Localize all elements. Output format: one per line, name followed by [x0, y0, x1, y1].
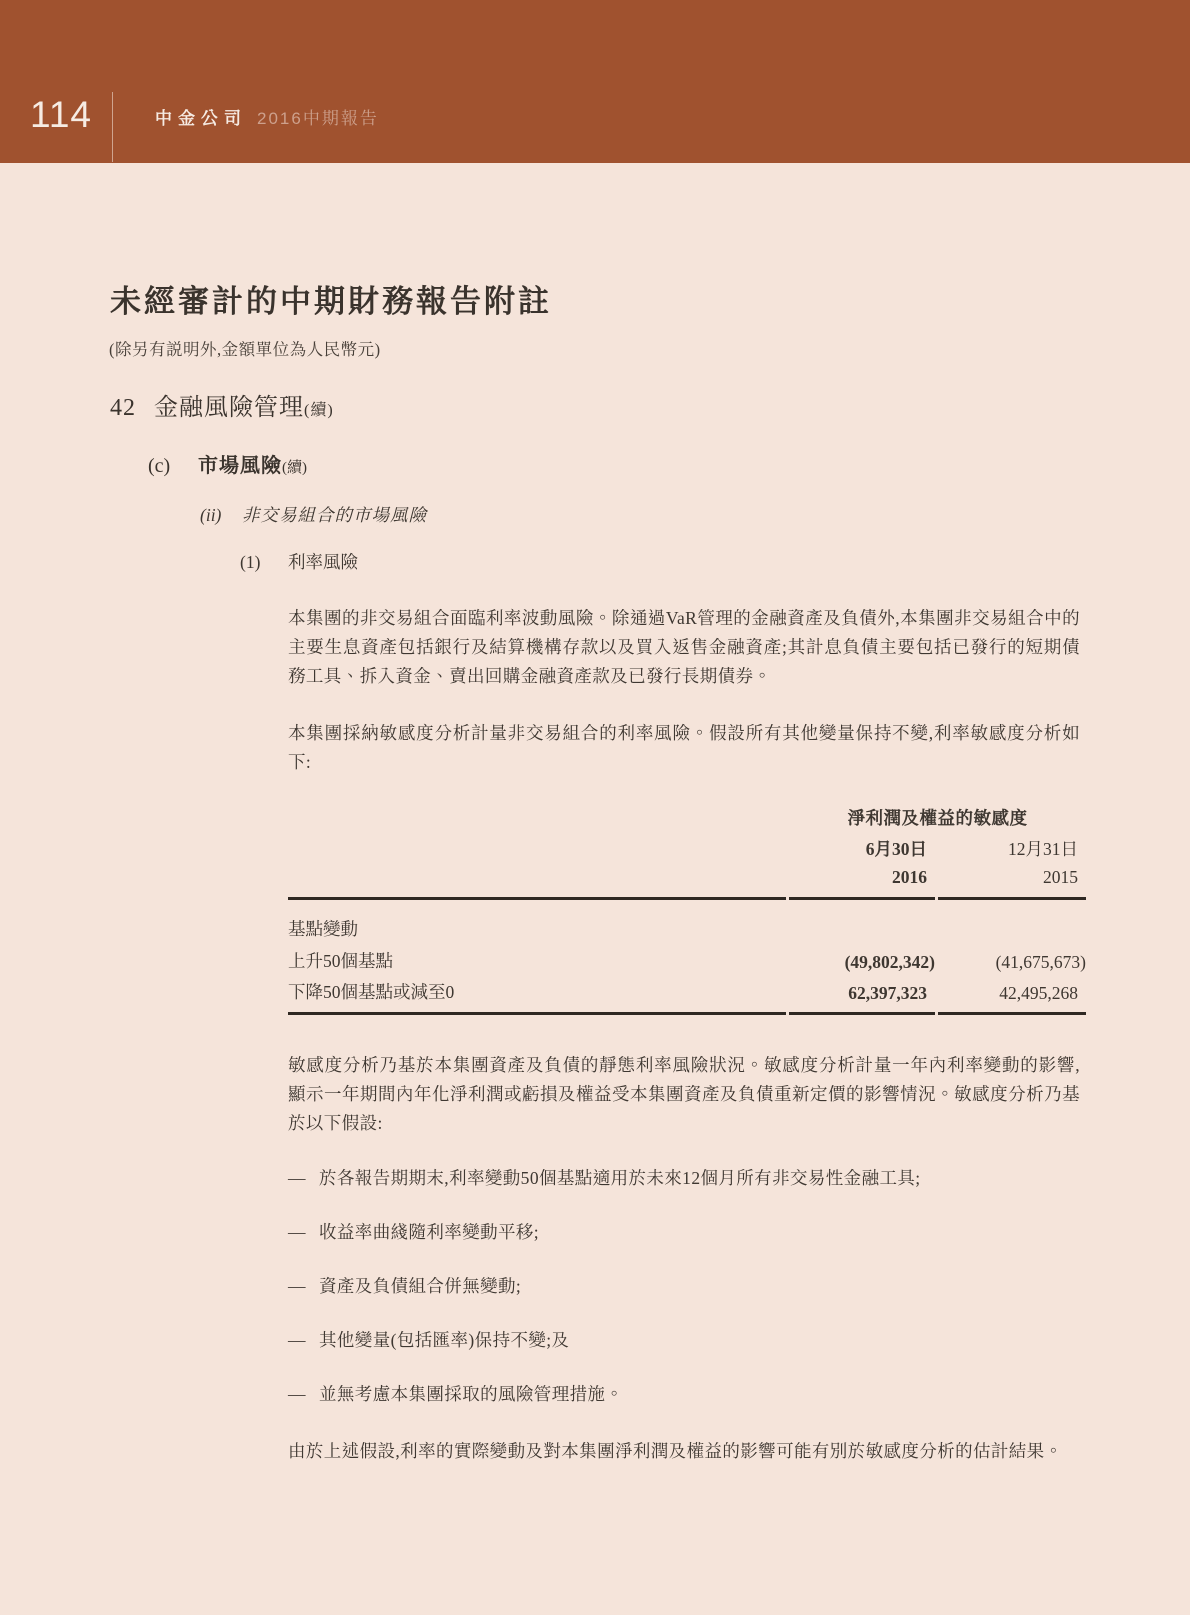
- sensitivity-table: [285, 805, 1089, 1015]
- section-continued-marker: (續): [304, 402, 334, 419]
- report-title: 2016中期報告: [257, 109, 379, 128]
- subsection-1-heading: [240, 549, 1190, 574]
- value-up-2016: (49,802,342): [844, 952, 935, 972]
- section-42-heading: [110, 387, 1190, 422]
- column-date-2016: 6月30日: [865, 839, 927, 859]
- table-span-header-row: [288, 805, 1086, 836]
- page-number: 114: [30, 94, 92, 135]
- dash-bullet: —: [288, 1222, 306, 1242]
- subsection-1-label: 利率風險: [288, 552, 358, 572]
- bullet-text: 其他變量(包括匯率)保持不變;及: [319, 1330, 570, 1350]
- column-year-2015: 2015: [938, 867, 1086, 900]
- bullet-text: 收益率曲綫隨利率變動平移;: [319, 1222, 540, 1242]
- table-span-header: 淨利潤及權益的敏感度: [847, 808, 1028, 828]
- row-label-down-50bp: 下降50個基點或減至0: [288, 976, 786, 1015]
- document-subtitle: (除另有説明外,金額單位為人民幣元): [109, 340, 381, 359]
- subsection-ii-label: 非交易組合的市場風險: [242, 505, 427, 525]
- list-item: [288, 1326, 1080, 1355]
- list-item: [288, 1272, 1080, 1301]
- subsection-c-label: 市場風險: [198, 455, 282, 477]
- dash-bullet: —: [288, 1276, 306, 1296]
- subsection-ii-number: (ii): [200, 505, 222, 525]
- value-up-2015: (41,675,673): [995, 952, 1086, 972]
- bullet-text: 資產及負債組合併無變動;: [319, 1276, 522, 1296]
- paragraph-conclusion: 由於上述假設,利率的實際變動及對本集團淨利潤及權益的影響可能有別於敏感度分析的估計結果。: [288, 1441, 1063, 1461]
- column-date-2015: 12月31日: [1008, 839, 1078, 859]
- dash-bullet: —: [288, 1168, 306, 1188]
- column-year-2016: 2016: [789, 867, 935, 900]
- table-group-row: [288, 900, 1086, 945]
- table-year-row: [288, 867, 1086, 900]
- document-title: 未經審計的中期財務報告附註: [110, 284, 552, 319]
- bullet-text: 於各報告期期末,利率變動50個基點適用於未來12個月所有非交易性金融工具;: [319, 1168, 921, 1188]
- table-row: [288, 976, 1086, 1015]
- list-item: [288, 1218, 1080, 1247]
- table-empty-cell: [288, 867, 786, 900]
- list-item: [288, 1164, 1080, 1193]
- value-down-2016: 62,397,323: [789, 976, 935, 1015]
- table-date-row: [288, 836, 1086, 867]
- section-label: 金融風險管理: [154, 395, 304, 421]
- paragraph-sensitivity-intro: 本集團採納敏感度分析計量非交易組合的利率風險。假設所有其他變量保持不變,利率敏感度分析如下:: [288, 723, 1080, 772]
- table-empty-cell: [789, 900, 935, 945]
- table-empty-cell: [938, 900, 1086, 945]
- section-number: 42: [110, 395, 136, 421]
- dash-bullet: —: [288, 1384, 306, 1404]
- subsection-c-heading: [148, 449, 1190, 478]
- paragraph-interest-rate-risk: 本集團的非交易組合面臨利率波動風險。除通過VaR管理的金融資產及負債外,本集團非交易組合中的主要生息資產包括銀行及結算機構存款以及買入返售金融資產;其計息負債主要包括已發行的短期債務工具、拆入資金、賣出回購金融資產款及已發行長期債券。: [288, 608, 1080, 686]
- subsection-ii-heading: [200, 502, 1190, 527]
- table-group-label: 基點變動: [288, 919, 358, 939]
- header-divider: [112, 92, 113, 162]
- list-item: [288, 1380, 1080, 1409]
- table-empty-cell: [288, 836, 786, 867]
- subsection-c-continued-marker: (續): [282, 460, 307, 476]
- value-down-2015: 42,495,268: [938, 976, 1086, 1015]
- page-header-band: [0, 0, 1190, 163]
- subsection-1-number: (1): [240, 552, 261, 572]
- dash-bullet: —: [288, 1330, 306, 1350]
- bullet-text: 並無考慮本集團採取的風險管理措施。: [319, 1384, 624, 1404]
- company-name: 中金公司: [155, 109, 247, 128]
- row-label-up-50bp: 上升50個基點: [288, 951, 393, 971]
- subsection-c-number: (c): [148, 455, 171, 477]
- table-row: [288, 945, 1086, 976]
- paragraph-sensitivity-basis: 敏感度分析乃基於本集團資產及負債的靜態利率風險狀況。敏感度分析計量一年內利率變動的影響,顯示一年期間內年化淨利潤或虧損及權益受本集團資產及負債重新定價的影響情況。敏感度分析乃基於以下假設:: [288, 1055, 1080, 1133]
- table-empty-cell: [288, 805, 786, 836]
- document-body: [0, 276, 1190, 1466]
